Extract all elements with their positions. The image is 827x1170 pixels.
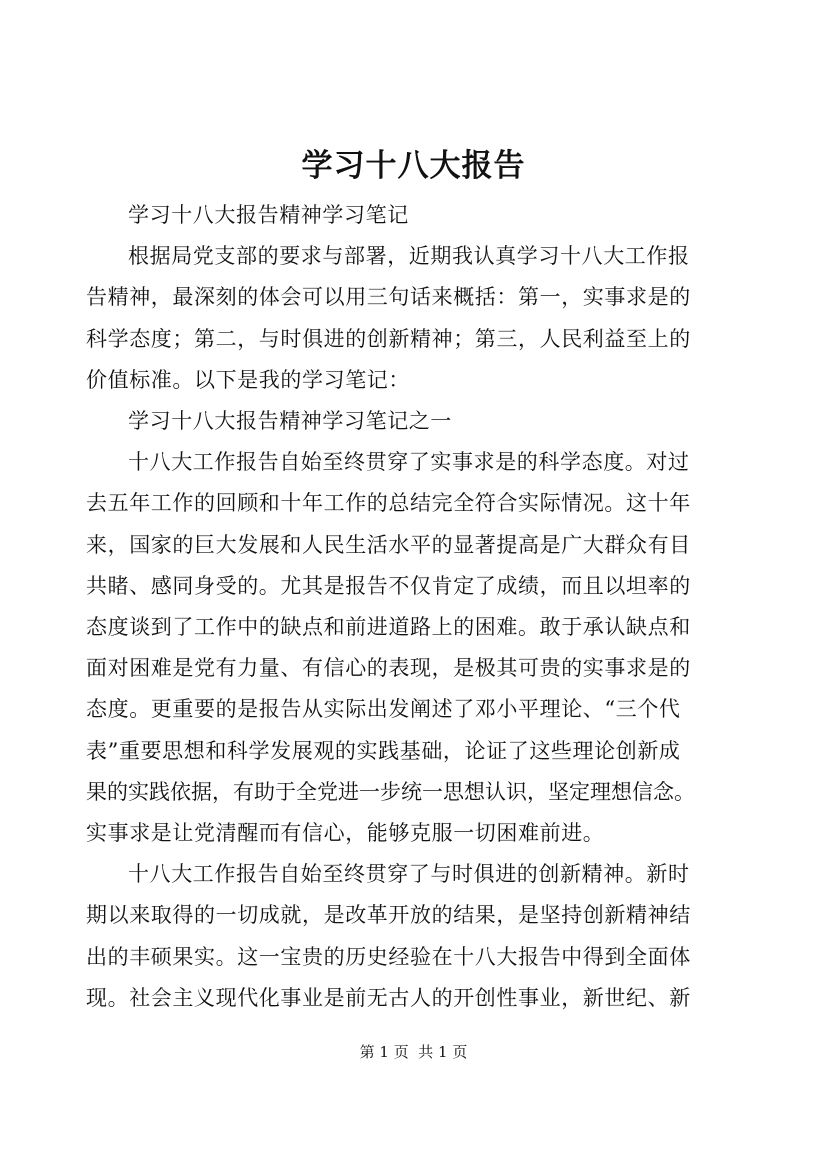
text-line: 去五年工作的回顾和十年工作的总结完全符合实际情况。这十年 bbox=[86, 491, 691, 516]
text-line: 科学态度；第二，与时俱进的创新精神；第三，人民利益至上的 bbox=[86, 326, 691, 351]
paragraph-scientific-attitude bbox=[86, 442, 726, 854]
paragraph-innovation-spirit bbox=[86, 854, 726, 1019]
document-body bbox=[86, 195, 726, 1019]
text-line: 现。社会主义现代化事业是前无古人的开创性事业，新世纪、新 bbox=[86, 985, 691, 1010]
text-line: 十八大工作报告自始至终贯穿了与时俱进的创新精神。新时 bbox=[128, 862, 690, 887]
text-line: 面对困难是党有力量、有信心的表现，是极其可贵的实事求是的 bbox=[86, 656, 691, 681]
text-line: 期以来取得的一切成就，是改革开放的结果，是坚持创新精神结 bbox=[86, 903, 691, 928]
paragraph-section-heading bbox=[86, 401, 726, 442]
text-line: 实事求是让党清醒而有信心，能够克服一切困难前进。 bbox=[86, 821, 605, 846]
text-line: 果的实践依据，有助于全党进一步统一思想认识，坚定理想信念。 bbox=[86, 779, 695, 804]
document-title: 学习十八大报告 bbox=[301, 148, 526, 184]
paragraph-intro bbox=[86, 236, 726, 401]
page-footer bbox=[0, 1042, 827, 1062]
text-line: 根据局党支部的要求与部署，近期我认真学习十八大工作报 bbox=[128, 244, 690, 269]
text-line: 来，国家的巨大发展和人民生活水平的显著提高是广大群众有目 bbox=[86, 532, 691, 557]
text-line: 出的丰硕果实。这一宝贵的历史经验在十八大报告中得到全面体 bbox=[86, 944, 691, 969]
text-line: 告精神，最深刻的体会可以用三句话来概括：第一，实事求是的 bbox=[86, 285, 691, 310]
text-line: 学习十八大报告精神学习笔记 bbox=[128, 203, 409, 227]
page-number-label: 第 1 页 共 1 页 bbox=[359, 1043, 468, 1061]
text-line: 十八大工作报告自始至终贯穿了实事求是的科学态度。对过 bbox=[128, 450, 690, 475]
text-line: 表”重要思想和科学发展观的实践基础，论证了这些理论创新成 bbox=[86, 738, 681, 763]
text-line: 学习十八大报告精神学习笔记之一 bbox=[128, 409, 452, 434]
text-line: 价值标准。以下是我的学习笔记： bbox=[86, 367, 410, 392]
text-line: 态度。更重要的是报告从实际出发阐述了邓小平理论、“三个代 bbox=[86, 697, 681, 722]
text-line: 态度谈到了工作中的缺点和前进道路上的困难。敢于承认缺点和 bbox=[86, 615, 691, 640]
text-line: 共睹、感同身受的。尤其是报告不仅肯定了成绩，而且以坦率的 bbox=[86, 573, 691, 598]
paragraph-subtitle bbox=[86, 195, 726, 236]
